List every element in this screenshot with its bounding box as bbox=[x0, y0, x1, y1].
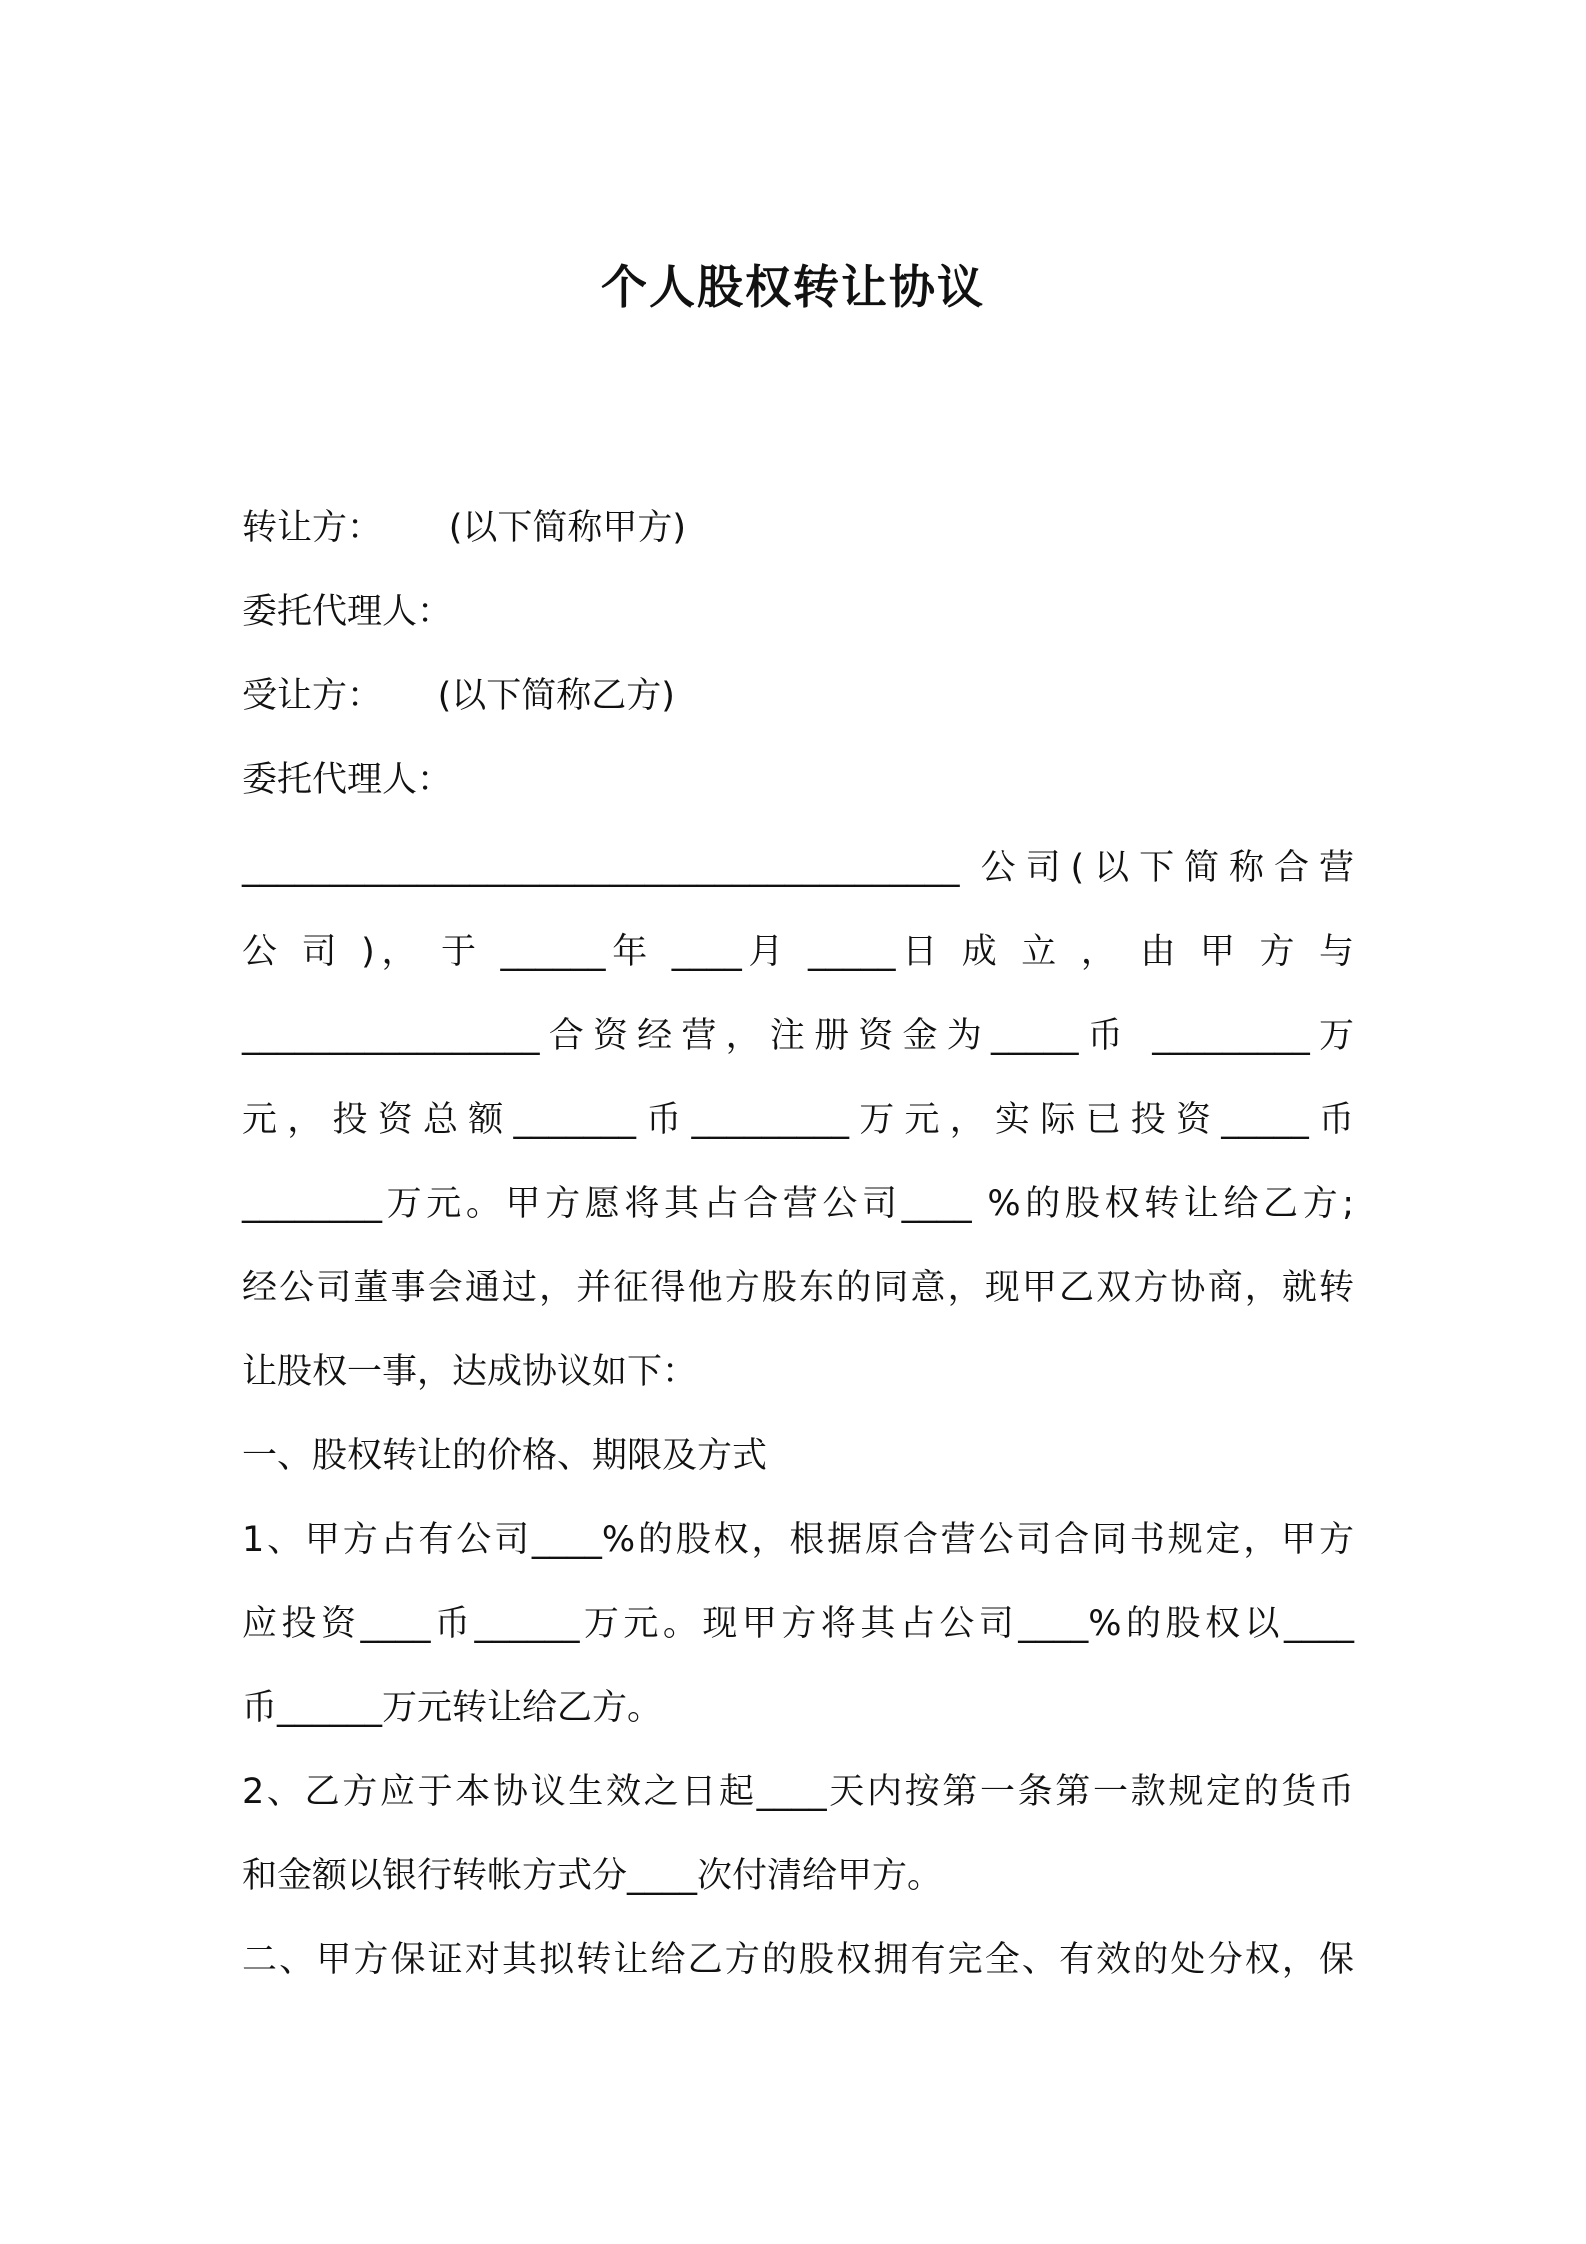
paragraph-line: 公 司 )， 于 ______年 ____月 _____日 成 立 ， 由 甲 方 与 bbox=[242, 932, 1354, 972]
paragraph-line: 让股权一事，达成协议如下： bbox=[242, 1352, 698, 1392]
paragraph-line: _________________合资经营，注册资金为_____币 _________万 bbox=[242, 1016, 1354, 1056]
section-heading: 二、甲方保证对其拟转让给乙方的股权拥有完全、有效的处分权，保 bbox=[242, 1940, 1354, 1980]
transferor-agent-line: 委托代理人： bbox=[242, 592, 453, 632]
clause-line: 2、乙方应于本协议生效之日起____天内按第一条第一款规定的货币 bbox=[242, 1772, 1354, 1812]
section-heading: 一、股权转让的价格、期限及方式 bbox=[242, 1436, 768, 1476]
clause-line: 币______万元转让给乙方。 bbox=[242, 1688, 663, 1728]
paragraph-line: 经公司董事会通过，并征得他方股东的同意，现甲乙双方协商，就转 bbox=[242, 1268, 1354, 1308]
paragraph-line: _________________________________________ 公司(以下简称合营 bbox=[242, 848, 1354, 888]
transferor-line: 转让方： (以下简称甲方) bbox=[242, 508, 687, 548]
transferee-agent-line: 委托代理人： bbox=[242, 760, 453, 800]
transferee-line: 受让方： (以下简称乙方) bbox=[242, 676, 675, 716]
clause-line: 1、甲方占有公司____%的股权，根据原合营公司合同书规定，甲方 bbox=[242, 1520, 1354, 1560]
clause-line: 应投资____币______万元。现甲方将其占公司____%的股权以____ bbox=[242, 1604, 1354, 1644]
document-title: 个人股权转让协议 bbox=[601, 260, 985, 314]
paragraph-line: ________万元。甲方愿将其占合营公司____ %的股权转让给乙方; bbox=[242, 1184, 1354, 1224]
paragraph-line: 元，投资总额_______币_________万元，实际已投资_____币 bbox=[242, 1100, 1354, 1140]
clause-line: 和金额以银行转帐方式分____次付清给甲方。 bbox=[242, 1856, 943, 1896]
